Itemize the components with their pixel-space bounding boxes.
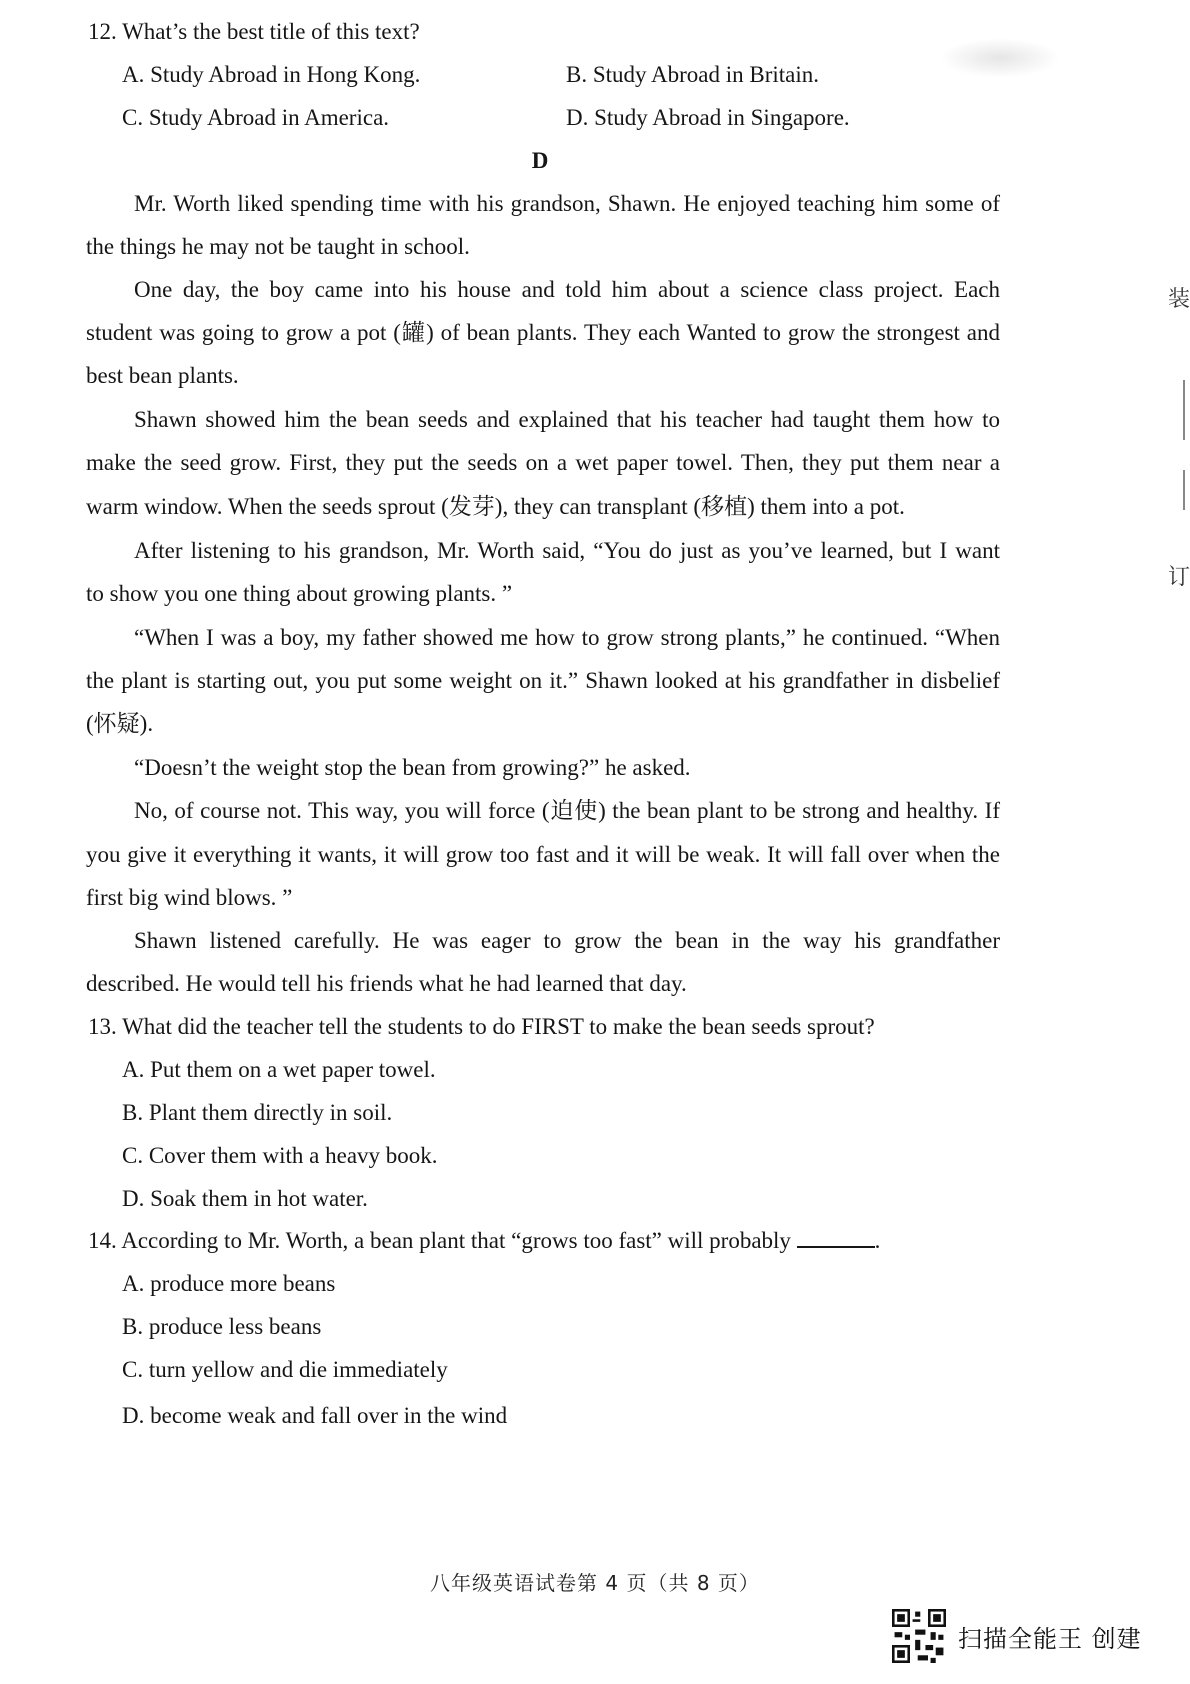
- q13-option-c: C. Cover them with a heavy book.: [122, 1143, 438, 1168]
- q14-option-b: B. produce less beans: [122, 1314, 322, 1339]
- binding-mark-top: 装: [1168, 287, 1190, 312]
- q12-option-d: D. Study Abroad in Singapore.: [566, 105, 850, 130]
- passage-line: Shawn showed him the bean seeds and explained that his teacher had taught them how to: [134, 407, 1000, 432]
- passage-line: “Doesn’t the weight stop the bean from growing?” he asked.: [134, 755, 691, 780]
- q14-option-c: C. turn yellow and die immediately: [122, 1357, 448, 1382]
- scanner-label: 扫描全能王 创建: [958, 1624, 1142, 1653]
- scanner-watermark: [892, 1608, 1142, 1664]
- passage-line: No, of course not. This way, you will force (迫使) the bean plant to be strong and healthy. If: [134, 798, 1000, 823]
- q12-option-a: A. Study Abroad in Hong Kong.: [122, 62, 421, 87]
- answer-blank: [797, 1228, 875, 1248]
- q14-stem: [88, 1226, 880, 1256]
- q14-option-a: A. produce more beans: [122, 1271, 336, 1296]
- page-footer: 八年级英语试卷第 4 页（共 8 页）: [430, 1571, 760, 1595]
- passage-line: Shawn listened carefully. He was eager to grow the bean in the way his grandfather: [134, 928, 1000, 953]
- passage-line: After listening to his grandson, Mr. Worth said, “You do just as you’ve learned, but I want: [134, 538, 1000, 563]
- passage-line: to show you one thing about growing plants. ”: [86, 581, 513, 606]
- passage-line: the things he may not be taught in school.: [86, 234, 470, 259]
- q12-stem: 12. What’s the best title of this text?: [88, 19, 420, 44]
- q14-option-d: D. become weak and fall over in the wind: [122, 1403, 508, 1428]
- passage-line: student was going to grow a pot (罐) of bean plants. They each Wanted to grow the strongest and: [86, 320, 1000, 345]
- binding-mark-bottom: 订: [1168, 565, 1190, 590]
- qr-code-icon: [892, 1609, 946, 1663]
- passage-line: first big wind blows. ”: [86, 885, 293, 910]
- scan-smudge: [940, 38, 1060, 78]
- passage-line: Mr. Worth liked spending time with his grandson, Shawn. He enjoyed teaching him some of: [134, 191, 1000, 216]
- passage-line: make the seed grow. First, they put the seeds on a wet paper towel. Then, they put them near a: [86, 450, 1000, 475]
- passage-line: “When I was a boy, my father showed me how to grow strong plants,” he continued. “When: [134, 625, 1000, 650]
- q14-stem-text: 14. According to Mr. Worth, a bean plant that “grows too fast” will probably: [88, 1228, 791, 1253]
- section-heading: D: [531, 148, 549, 173]
- q13-option-d: D. Soak them in hot water.: [122, 1186, 368, 1211]
- q12-option-c: C. Study Abroad in America.: [122, 105, 390, 130]
- passage-line: best bean plants.: [86, 363, 239, 388]
- passage-line: (怀疑).: [86, 711, 154, 736]
- passage-line: the plant is starting out, you put some weight on it.” Shawn looked at his grandfather in disbelief: [86, 668, 1000, 693]
- passage-line: you give it everything it wants, it will grow too fast and it will be weak. It will fall over when the: [86, 842, 1000, 867]
- passage-line: described. He would tell his friends what he had learned that day.: [86, 971, 687, 996]
- passage-line: One day, the boy came into his house and told him about a science class project. Each: [134, 277, 1000, 302]
- q12-option-b: B. Study Abroad in Britain.: [566, 62, 819, 87]
- q13-option-b: B. Plant them directly in soil.: [122, 1100, 393, 1125]
- q14-stem-end: .: [874, 1228, 881, 1253]
- q13-stem: 13. What did the teacher tell the students to do FIRST to make the bean seeds sprout?: [88, 1014, 875, 1039]
- binding-edge-line: [1183, 470, 1185, 510]
- passage-line: warm window. When the seeds sprout (发芽), they can transplant (移植) them into a pot.: [86, 494, 905, 519]
- q13-option-a: A. Put them on a wet paper towel.: [122, 1057, 436, 1082]
- binding-edge-line: [1183, 380, 1185, 440]
